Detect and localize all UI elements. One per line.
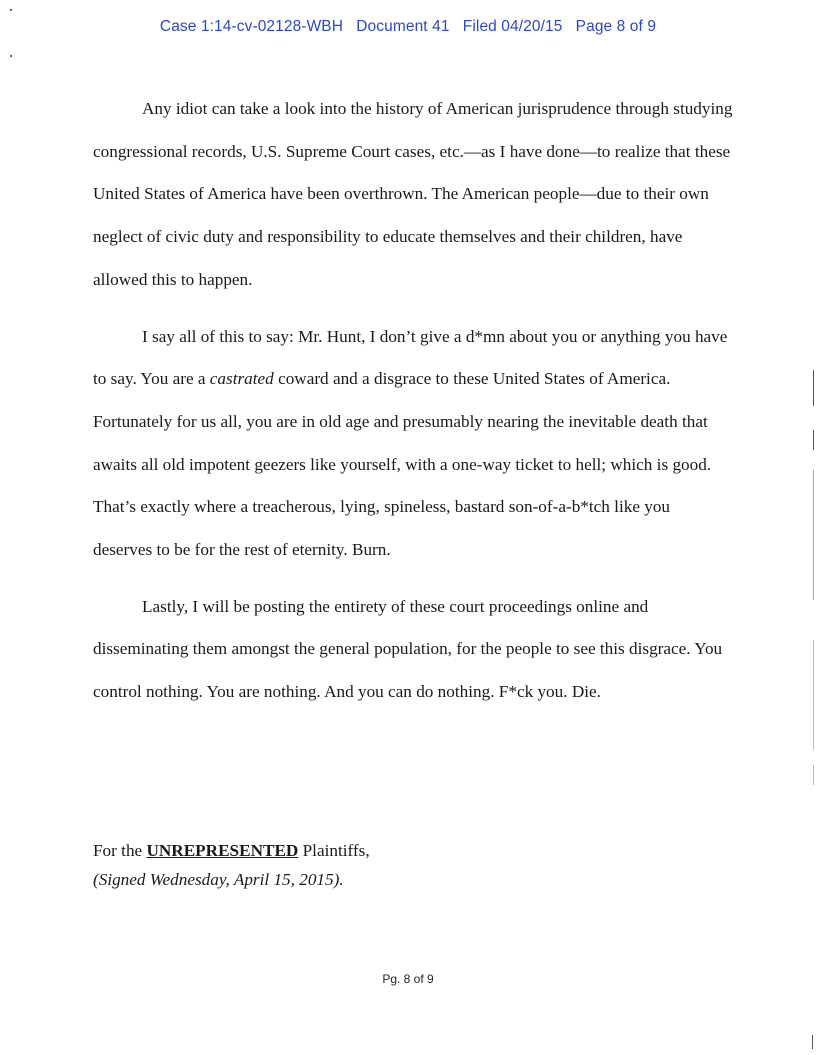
page-footer: Pg. 8 of 9 [382, 972, 434, 986]
scan-artifact-dot [10, 55, 12, 57]
unrepresented-label: UNREPRESENTED [146, 841, 299, 860]
document-number: Document 41 [356, 18, 450, 35]
scan-artifact-line [813, 430, 814, 450]
scan-artifact-line [812, 1035, 813, 1049]
signature-block [93, 836, 370, 894]
scan-artifact-line [813, 470, 814, 600]
filed-date: Filed 04/20/15 [462, 18, 563, 35]
document-body [93, 88, 733, 728]
page-indicator: Page 8 of 9 [575, 18, 657, 35]
paragraph-address: I say all of this to say: Mr. Hunt, I don’t give a d*mn about you or anything you have to say. You are a castrated coward and a disgrace to these United States of America. Fortunately for us all, you are in old age and presumably nearing the inevitable death that awaits all old impotent geezers like yourself, with a one-way ticket to hell; which is good. That’s exactly where a treacherous, lying, spineless, bastard son-of-a-b*tch like you deserves to be for the rest of eternity. Burn. [93, 326, 728, 560]
emphasis-word: castrated [209, 369, 274, 389]
scan-artifact-line [813, 765, 814, 785]
signature-line: For the UNREPRESENTED Plaintiffs, [93, 841, 370, 860]
scan-artifact-line [813, 640, 814, 750]
paragraph-history: Any idiot can take a look into the history of American jurisprudence through studying congressional records, U.S. Supreme Court cases, etc.—as I have done—to realize that these United States of America have been overthrown. The American people—due to their own neglect of civic duty and responsibility to educate themselves and their children, have allowed this to happen. [93, 99, 733, 289]
signed-date: (Signed Wednesday, April 15, 2015). [93, 870, 344, 889]
case-header [0, 18, 816, 36]
case-number: Case 1:14-cv-02128-WBH [159, 18, 344, 35]
paragraph-closing-remarks: Lastly, I will be posting the entirety of these court proceedings online and disseminating them amongst the general population, for the people to see this disgrace. You control nothing. You are nothing. And you can do nothing. F*ck you. Die. [93, 596, 723, 702]
scan-artifact-dot [10, 9, 12, 11]
scan-artifact-line [813, 370, 814, 406]
